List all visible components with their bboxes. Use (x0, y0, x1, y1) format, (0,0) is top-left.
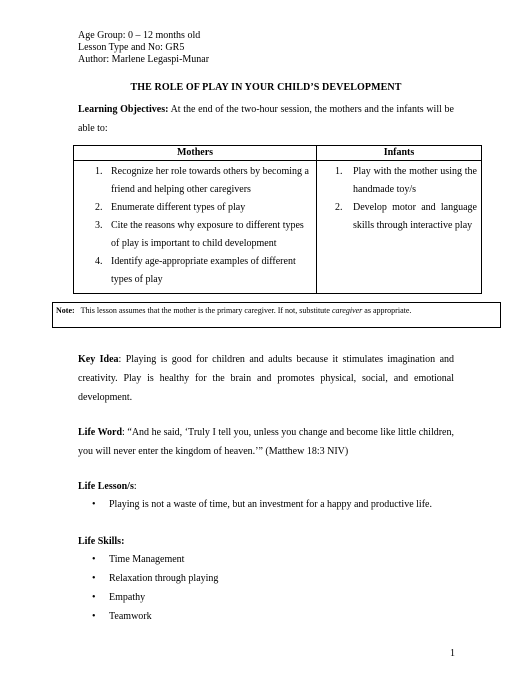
list-item (74, 163, 316, 199)
mothers-cell (74, 161, 317, 294)
note-text: This lesson assumes that the mother is the primary caregiver. If not, substitute (80, 306, 332, 315)
infants-cell (317, 161, 482, 294)
life-skills-list (78, 550, 218, 626)
list-item: • Teamwork (78, 607, 218, 626)
note-box (52, 302, 501, 328)
life-lesson-list (78, 495, 432, 514)
age-group: Age Group: 0 – 12 months old (78, 30, 201, 41)
key-idea-text: : Playing is good for children and adults because it stimulates imagination and creativity. Play is healthy for the brain and promotes physical, social, and emotional development. (78, 354, 455, 403)
page-title: THE ROLE OF PLAY IN YOUR CHILD’S DEVELOPMENT (130, 82, 402, 93)
page-number: 1 (450, 648, 455, 659)
item-number: 1. (95, 166, 103, 177)
life-lesson-heading (78, 477, 454, 496)
note-label: Note: (56, 306, 75, 315)
key-idea-label: Key Idea (78, 354, 119, 365)
item-number: 1. (335, 166, 343, 177)
list-item (74, 253, 316, 289)
list-item: • Playing is not a waste of time, but an investment for a happy and productive life. (78, 495, 432, 514)
mothers-objectives-list (74, 163, 316, 289)
objectives-table (73, 145, 482, 294)
item-number: 4. (95, 256, 103, 267)
infants-objectives-list (317, 163, 481, 235)
item-number: 3. (95, 220, 103, 231)
life-lesson-label: Life Lesson/s (78, 481, 134, 492)
item-text: Enumerate different types of play (111, 202, 246, 213)
list-item (317, 163, 481, 199)
list-item: • Time Management (78, 550, 218, 569)
life-word-label: Life Word (78, 427, 123, 438)
life-skills-heading: Life Skills: (78, 536, 125, 547)
life-word-text: : “And he said, ‘Truly I tell you, unless you change and become like little children, you will never enter the kingdom of heaven.’” (Matthew 18:3 NIV) (78, 427, 454, 457)
author: Author: Marlene Legaspi-Munar (78, 54, 210, 65)
item-text: Recognize her role towards others by becoming a friend and helping other caregivers (111, 166, 309, 195)
list-item (74, 217, 316, 253)
infants-header: Infants (317, 146, 482, 161)
list-item: • Relaxation through playing (78, 569, 218, 588)
note-text-end: as appropriate. (362, 306, 412, 315)
lesson-type: Lesson Type and No: GR5 (78, 42, 185, 53)
objectives-body-row (74, 161, 482, 294)
mothers-header: Mothers (74, 146, 317, 161)
learning-objectives-text: At the end of the two-hour session, the mothers and the infants will be able to: (78, 104, 454, 134)
list-item (74, 199, 316, 217)
life-word (78, 423, 454, 461)
life-lesson-colon: : (133, 481, 137, 492)
item-text: Play with the mother using the handmade toy/s (353, 166, 477, 195)
list-item: • Empathy (78, 588, 218, 607)
item-number: 2. (95, 202, 103, 213)
objectives-header-row (74, 146, 482, 161)
note-italic-word: caregiver (331, 306, 363, 315)
list-item (317, 199, 481, 235)
item-number: 2. (335, 202, 343, 213)
item-text: Identify age-appropriate examples of different types of play (111, 256, 296, 285)
item-text: Develop motor and language skills through interactive play (353, 202, 477, 231)
key-idea (78, 350, 454, 407)
item-text: Cite the reasons why exposure to different types of play is important to child development (111, 220, 304, 249)
learning-objectives-intro (78, 100, 454, 138)
learning-objectives-label: Learning Objectives: (78, 104, 169, 115)
